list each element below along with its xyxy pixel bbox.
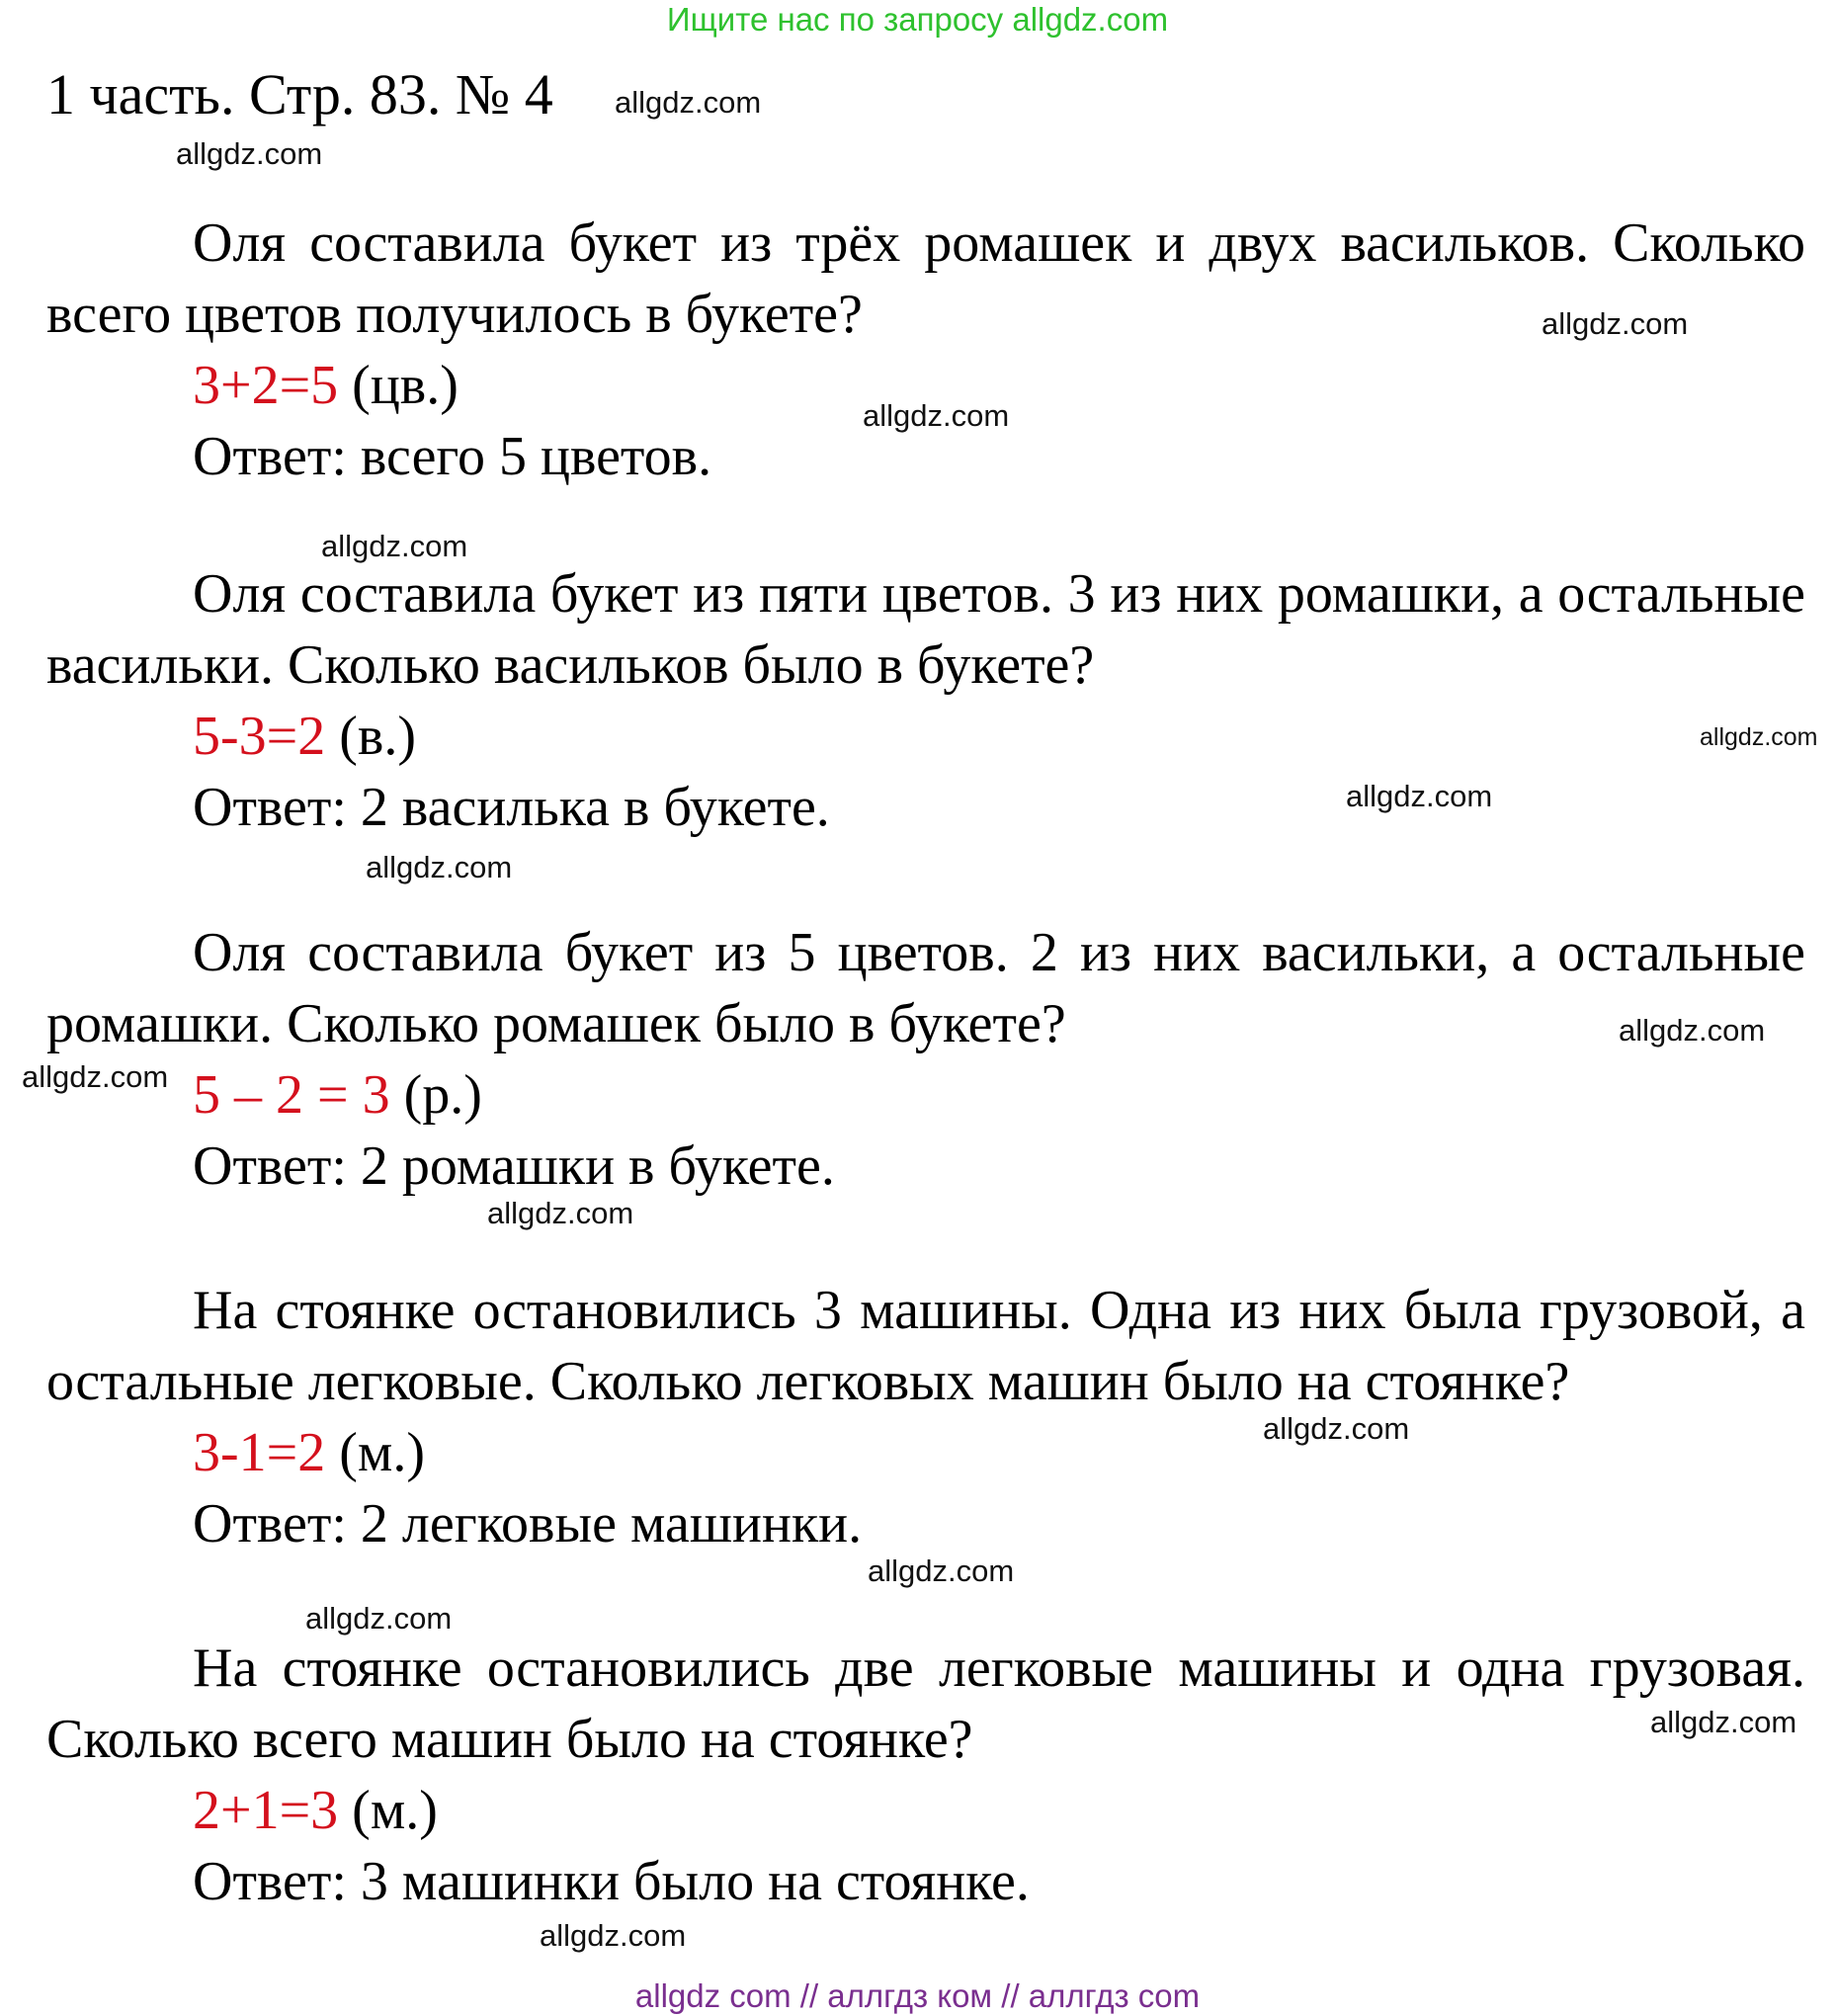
answer-line: Ответ: 2 василька в букете.	[193, 777, 830, 838]
watermark: allgdz.com	[615, 85, 762, 120]
task-question: Оля составила букет из пяти цветов. 3 из них ромашки, а остальные васильки. Сколько васильков было в букете?	[46, 563, 1805, 696]
solution-line	[46, 1059, 1805, 1131]
watermark: allgdz.com	[487, 1196, 634, 1230]
footer-watermark: allgdz com // аллгдз ком // аллгдз com	[634, 1977, 1201, 2014]
task-question: Оля составила букет из трёх ромашек и двух васильков. Сколько всего цветов получилось в букете?	[46, 212, 1805, 345]
task-block	[46, 558, 1805, 843]
solution-expression: 2+1=3	[193, 1780, 339, 1841]
watermark: allgdz.com	[22, 1059, 169, 1094]
watermark: allgdz.com	[540, 1918, 687, 1953]
solution-unit: (м.)	[352, 1780, 438, 1841]
watermark: allgdz.com	[863, 398, 1010, 433]
solution-unit: (м.)	[339, 1422, 425, 1483]
solution-unit: (р.)	[403, 1064, 482, 1126]
solution-expression: 5-3=2	[193, 706, 326, 767]
task-block	[46, 1633, 1805, 1917]
watermark: allgdz.com	[176, 136, 323, 171]
answer-line: Ответ: 2 ромашки в букете.	[193, 1135, 835, 1197]
solution-expression: 5 – 2 = 3	[193, 1064, 390, 1126]
task-question: На стоянке остановились 3 машины. Одна из них была грузовой, а остальные легковые. Сколько легковых машин было на стоянке?	[46, 1280, 1805, 1412]
task-block	[46, 917, 1805, 1202]
solution-expression: 3-1=2	[193, 1422, 326, 1483]
solution-unit: (цв.)	[352, 355, 459, 416]
watermark: allgdz.com	[1619, 1013, 1766, 1048]
watermark: allgdz.com	[1263, 1411, 1410, 1446]
watermark: allgdz.com	[321, 529, 468, 563]
answer-line: Ответ: всего 5 цветов.	[193, 426, 712, 487]
solution-line	[46, 1417, 1805, 1488]
search-banner: Ищите нас по запросу allgdz.com	[666, 1, 1169, 38]
watermark: allgdz.com	[366, 850, 513, 884]
task-block	[46, 208, 1805, 492]
task-block	[46, 1275, 1805, 1559]
answer-line: Ответ: 2 легковые машинки.	[193, 1493, 863, 1554]
solution-expression: 3+2=5	[193, 355, 339, 416]
page-title: 1 часть. Стр. 83. № 4	[46, 62, 553, 126]
solution-unit: (в.)	[339, 706, 416, 767]
solution-line	[46, 701, 1805, 772]
watermark: allgdz.com	[1650, 1705, 1797, 1739]
watermark: allgdz.com	[1542, 306, 1689, 341]
watermark: allgdz.com	[1346, 779, 1493, 813]
solution-line	[46, 1775, 1805, 1846]
watermark: allgdz.com	[868, 1554, 1015, 1588]
watermark: allgdz.com	[1700, 723, 1818, 751]
answer-line: Ответ: 3 машинки было на стоянке.	[193, 1851, 1030, 1912]
watermark: allgdz.com	[305, 1601, 453, 1636]
task-question: На стоянке остановились две легковые машины и одна грузовая. Сколько всего машин было на стоянке?	[46, 1638, 1805, 1770]
task-question: Оля составила букет из 5 цветов. 2 из них васильки, а остальные ромашки. Сколько ромашек было в букете?	[46, 922, 1805, 1054]
